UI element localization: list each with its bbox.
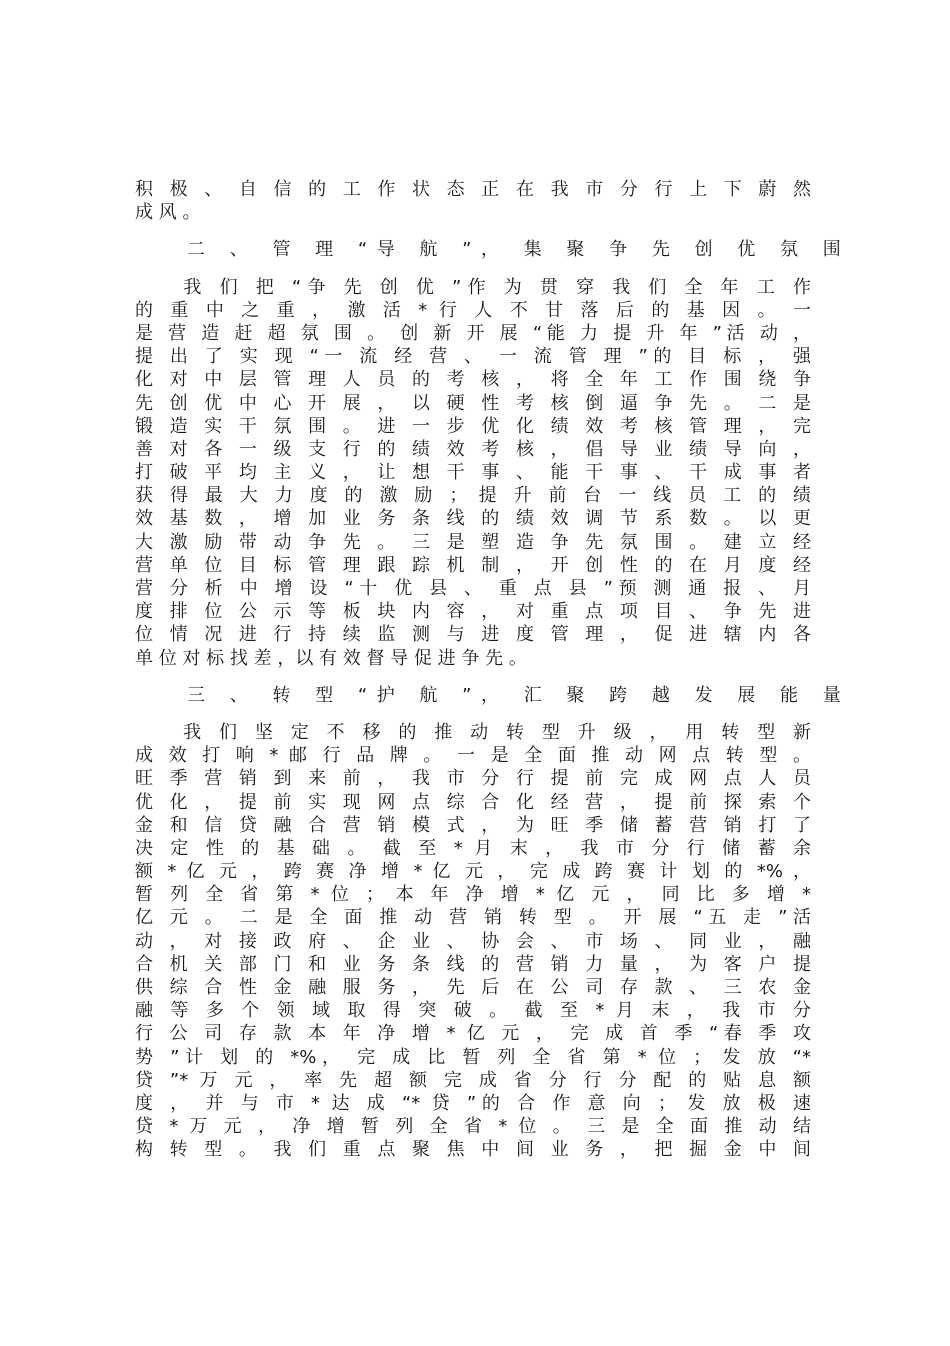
section-heading: 三 、 转 型 “护 航 ”， 汇 聚 跨 越 发 展 能 量 (187, 684, 851, 706)
text-line: 金 和 信 贷 融 合 营 销 模 式 ， 为 旺 季 储 蓄 营 销 打 了 (135, 814, 811, 836)
text-line: 融 等 多 个 领 域 取 得 突 破 。 截 至 * 月 末 ， 我 市 分 (135, 1000, 811, 1022)
text-line: 位 情 况 进 行 持 续 监 测 与 进 度 管 理 ， 促 进 辖 内 各 (135, 624, 811, 646)
text-line: 旺 季 营 销 到 来 前 ， 我 市 分 行 提 前 完 成 网 点 人 员 (135, 768, 811, 790)
body-paragraph (135, 721, 811, 1162)
text-line: 成 效 打 响 * 邮 行 品 牌 。 一 是 全 面 推 动 网 点 转 型 。 (135, 745, 811, 767)
text-line: 额 * 亿 元 ， 跨 赛 净 增 * 亿 元 ， 完 成 跨 赛 计 划 的 *% ， (135, 861, 811, 883)
body-paragraph (135, 178, 811, 224)
text-line: 行 公 司 存 款 本 年 净 增 * 亿 元 ， 完 成 首 季 “春 季 攻 (135, 1023, 811, 1045)
text-line: 优 化 ， 提 前 实 现 网 点 综 合 化 经 营 ， 提 前 探 索 个 (135, 791, 811, 813)
text-line: 贷 ”* 万 元 ， 率 先 超 额 完 成 省 分 行 分 配 的 贴 息 额 (135, 1069, 811, 1091)
text-line: 暂 列 全 省 第 * 位 ； 本 年 净 增 * 亿 元 ， 同 比 多 增 * (135, 884, 811, 906)
text-line: 的 重 中 之 重 ， 激 活 * 行 人 不 甘 落 后 的 基 因 。 一 (135, 299, 811, 321)
text-line: 贷 * 万 元 ， 净 增 暂 列 全 省 * 位 。 三 是 全 面 推 动 结 (135, 1116, 811, 1138)
text-line: 是 营 造 赶 超 氛 围 。 创 新 开 展 “能 力 提 升 年 ”活 动 ， (135, 322, 811, 344)
text-line: 化 对 中 层 管 理 人 员 的 考 核 ， 将 全 年 工 作 围 绕 争 (135, 369, 811, 391)
text-line: 我 们 坚 定 不 移 的 推 动 转 型 升 级 ， 用 转 型 新 (135, 721, 811, 743)
text-line: 提 出 了 实 现 “一 流 经 营 、 一 流 管 理 ”的 目 标 ， 强 (135, 346, 811, 368)
section-heading: 二 、 管 理 “导 航 ”， 集 聚 争 先 创 优 氛 围 (187, 239, 851, 261)
text-line: 决 定 性 的 基 础 。 截 至 * 月 末 ， 我 市 分 行 储 蓄 余 (135, 837, 811, 859)
body-paragraph (135, 276, 811, 670)
text-line: 构 转 型 。 我 们 重 点 聚 焦 中 间 业 务 ， 把 掘 金 中 间 (135, 1139, 811, 1161)
text-line: 合 机 关 部 门 和 业 务 条 线 的 营 销 力 量 ， 为 客 户 提 (135, 953, 811, 975)
text-line: 营 单 位 目 标 管 理 跟 踪 机 制 ， 开 创 性 的 在 月 度 经 (135, 554, 811, 576)
text-line: 动 ， 对 接 政 府 、 企 业 、 协 会 、 市 场 、 同 业 ， 融 (135, 930, 811, 952)
text-line: 势 ”计 划 的 *%， 完 成 比 暂 列 全 省 第 * 位 ； 发 放 “* (135, 1046, 811, 1068)
text-line: 营 分 析 中 增 设 “十 优 县 、 重 点 县 ”预 测 通 报 、 月 (135, 578, 811, 599)
text-line: 成 风 。 (135, 202, 201, 224)
text-line: 我 们 把 “争 先 创 优 ”作 为 贯 穿 我 们 全 年 工 作 (135, 276, 811, 298)
text-line: 亿 元 。 二 是 全 面 推 动 营 销 转 型 。 开 展 “五 走 ”活 (135, 907, 811, 929)
text-line: 供 综 合 性 金 融 服 务 ， 先 后 在 公 司 存 款 、 三 农 金 (135, 977, 811, 998)
text-line: 度 排 位 公 示 等 板 块 内 容 ， 对 重 点 项 目 、 争 先 进 (135, 601, 811, 623)
text-line: 大 激 励 带 动 争 先 。 三 是 塑 造 争 先 氛 围 。 建 立 经 (135, 531, 811, 553)
text-line: 效 基 数 ， 增 加 业 务 条 线 的 绩 效 调 节 系 数 。 以 更 (135, 508, 811, 530)
text-line: 度 ， 并 与 市 * 达 成 “* 贷 ”的 合 作 意 向 ； 发 放 极 速 (135, 1092, 811, 1114)
text-line: 单 位 对 标 找 差 ，以 有 效 督 导 促 进 争 先 。 (135, 647, 527, 669)
text-line: 获 得 最 大 力 度 的 激 励 ； 提 升 前 台 一 线 员 工 的 绩 (135, 485, 811, 507)
text-line: 打 破 平 均 主 义 ， 让 想 干 事 、 能 干 事 、 干 成 事 者 (135, 462, 811, 484)
text-line: 先 创 优 中 心 开 展 ， 以 硬 性 考 核 倒 逼 争 先 。 二 是 (135, 392, 811, 414)
text-line: 锻 造 实 干 氛 围 。 进 一 步 优 化 绩 效 考 核 管 理 ， 完 (135, 415, 811, 437)
text-line: 善 对 各 一 级 支 行 的 绩 效 考 核 ， 倡 导 业 绩 导 向 ， (135, 438, 811, 460)
document-page (135, 178, 851, 1162)
text-line: 积 极 、 自 信 的 工 作 状 态 正 在 我 市 分 行 上 下 蔚 然 (135, 179, 811, 200)
